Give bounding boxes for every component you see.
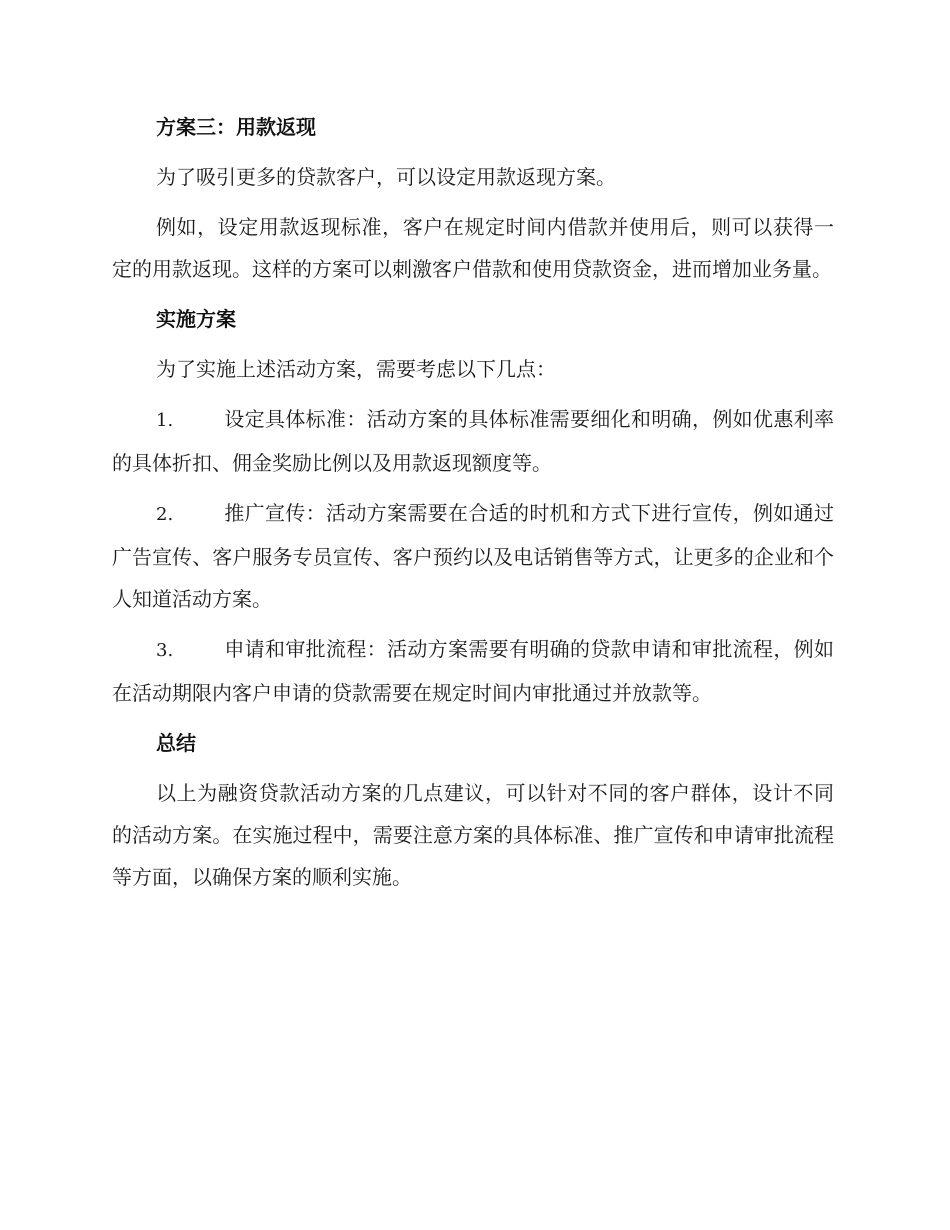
list-item-number: 3.	[156, 640, 174, 661]
paragraph: 为了实施上述活动方案，需要考虑以下几点：	[156, 357, 556, 381]
paragraph: 为了吸引更多的贷款客户，可以设定用款返现方案。	[156, 165, 616, 189]
list-item	[112, 492, 834, 620]
paragraph: 例如，设定用款返现标准，客户在规定时间内借款并使用后，则可以获得一定的用款返现。这样的方案可以刺激客户借款和使用贷款资金，进而增加业务量。	[112, 215, 834, 281]
list-item-text: 设定具体标准：活动方案的具体标准需要细化和明确，例如优惠利率的具体折扣、佣金奖励比例以及用款返现额度等。	[112, 407, 834, 475]
section-heading-summary: 总结	[156, 731, 196, 755]
list-item-text: 申请和审批流程：活动方案需要有明确的贷款申请和审批流程，例如在活动期限内客户申请的贷款需要在规定时间内审批通过并放款等。	[112, 637, 834, 705]
list-item-number: 1.	[156, 410, 174, 431]
paragraph: 以上为融资贷款活动方案的几点建议，可以针对不同的客户群体，设计不同的活动方案。在实施过程中，需要注意方案的具体标准、推广宣传和申请审批流程等方面，以确保方案的顺利实施。	[112, 781, 834, 889]
section-heading-cashback: 方案三：用款返现	[156, 115, 316, 139]
list-item-text: 推广宣传：活动方案需要在合适的时机和方式下进行宣传，例如通过广告宣传、客户服务专员宣传、客户预约以及电话销售等方式，让更多的企业和个人知道活动方案。	[112, 501, 834, 611]
list-item-number: 2.	[156, 504, 174, 525]
document-body	[112, 106, 834, 906]
list-item	[112, 628, 834, 714]
section-heading-implementation: 实施方案	[156, 307, 236, 331]
list-item	[112, 398, 834, 484]
